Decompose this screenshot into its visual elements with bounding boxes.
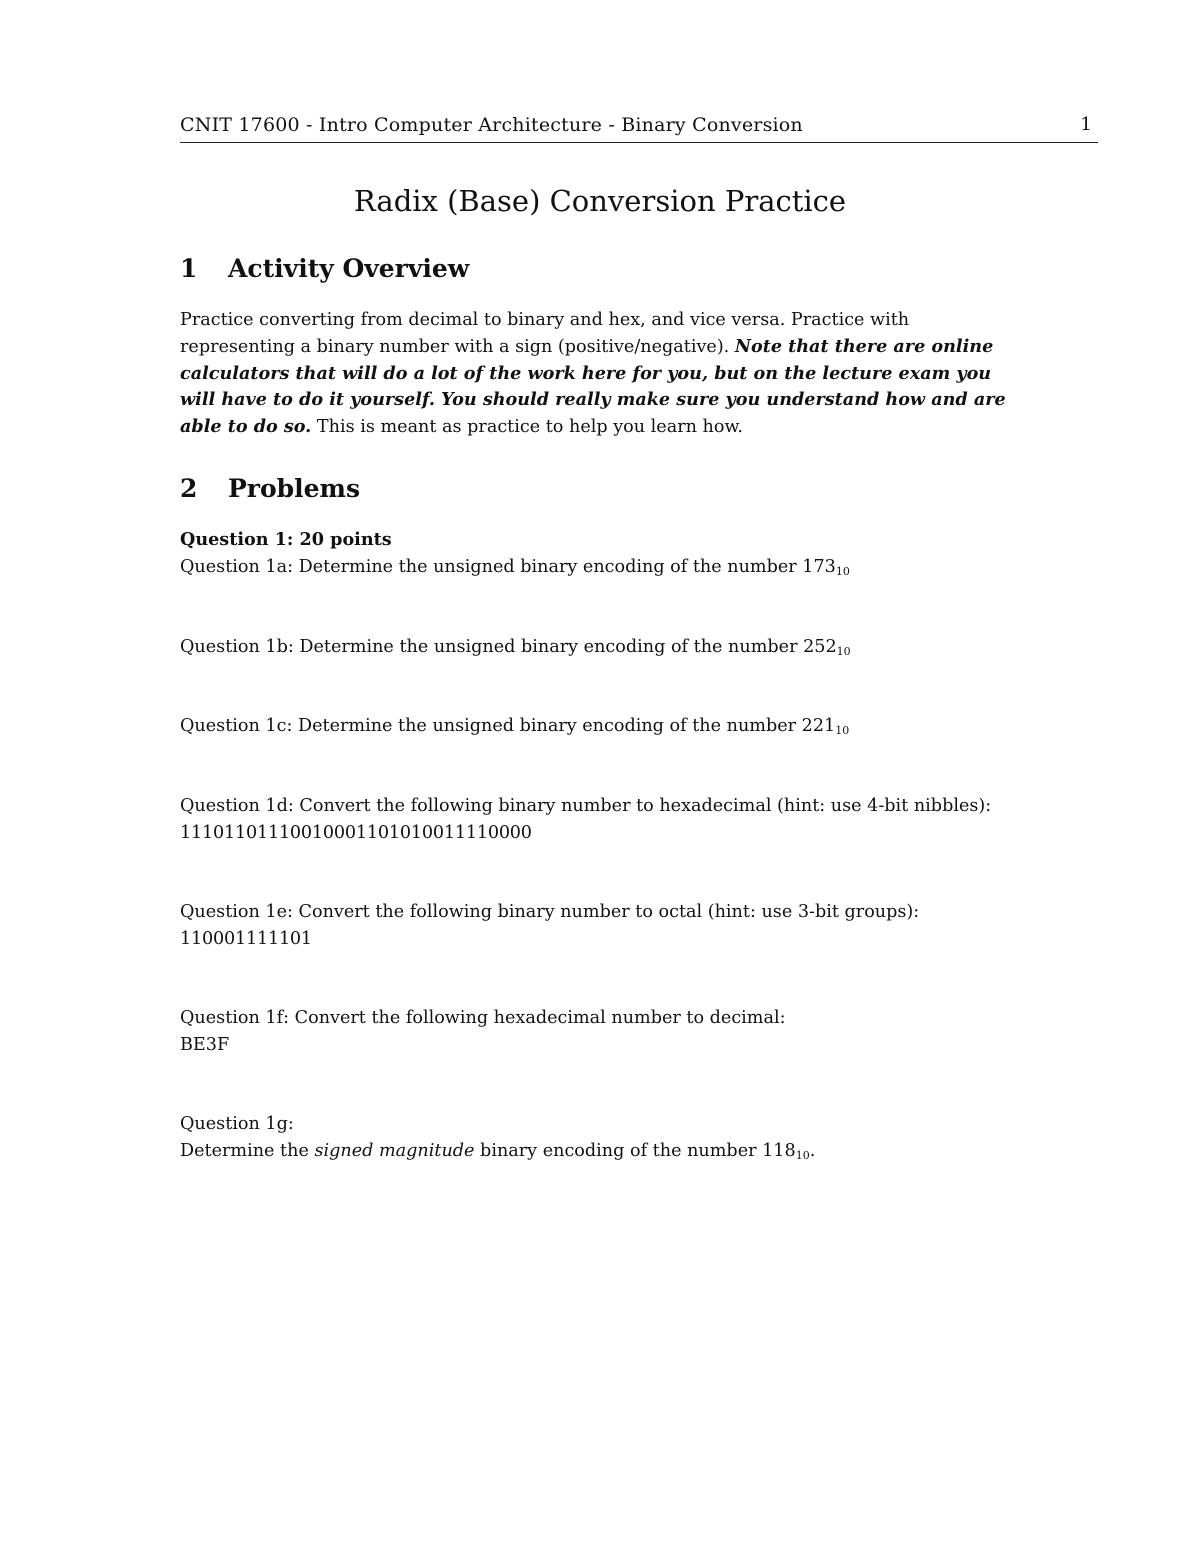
prompt-end: . bbox=[809, 1140, 816, 1161]
overview-text: Practice converting from decimal to binary and hex, and vice versa. Practice with representing a binary number with a sign (positive/negative). bbox=[180, 310, 910, 357]
question-prompt: Question 1b: Determine the unsigned binary encoding of the number bbox=[180, 637, 804, 657]
page-number: 1 bbox=[1080, 114, 1092, 135]
overview-emphasis: Note that there are online calculators that will do a lot of the work here for you, but on the lecture exam you will have to do it yourself. You should really make sure you understand how and are able to do so. bbox=[180, 335, 1006, 438]
question-1c bbox=[180, 713, 1080, 740]
section-title: Problems bbox=[228, 474, 361, 503]
section-heading-overview bbox=[180, 254, 469, 283]
hex-value: BE3F bbox=[180, 1034, 230, 1055]
header-title: CNIT 17600 - Intro Computer Architecture - Binary Conversion bbox=[180, 114, 803, 136]
binary-value: 110001111101 bbox=[180, 928, 312, 949]
prompt-prefix: Determine the bbox=[180, 1140, 315, 1161]
overview-tail: This is meant as practice to help you learn how. bbox=[316, 417, 744, 438]
question-prompt-line bbox=[180, 1138, 1080, 1165]
question-number-base: 10 bbox=[836, 645, 851, 658]
question-1g bbox=[180, 1111, 1080, 1165]
question-prompt: Question 1c: Determine the unsigned binary encoding of the number bbox=[180, 716, 802, 736]
question-1f bbox=[180, 1005, 1080, 1059]
section-title: Activity Overview bbox=[228, 254, 470, 283]
question-label: Question 1g: bbox=[180, 1114, 294, 1134]
section-heading-problems bbox=[180, 474, 360, 503]
question-1e bbox=[180, 899, 1080, 953]
question-prompt: Question 1e: Convert the following binary number to octal (hint: use 3-bit groups): bbox=[180, 902, 920, 922]
binary-value: 11101101110010001101010011110000 bbox=[180, 822, 532, 843]
question-number-base: 10 bbox=[795, 1148, 810, 1162]
question-number-base: 10 bbox=[835, 565, 850, 578]
question-heading-text: Question 1: 20 points bbox=[180, 529, 392, 550]
question-number-value: 221 bbox=[801, 716, 836, 736]
question-1-heading bbox=[180, 527, 1080, 554]
question-number-base: 10 bbox=[835, 724, 850, 737]
overview-paragraph bbox=[180, 307, 1025, 441]
prompt-italic: signed magnitude bbox=[314, 1140, 475, 1161]
question-number-value: 252 bbox=[803, 637, 837, 657]
running-header bbox=[180, 114, 1098, 143]
prompt-suffix: binary encoding of the number bbox=[474, 1140, 763, 1161]
section-number: 1 bbox=[180, 254, 198, 283]
question-number-value: 173 bbox=[802, 557, 836, 577]
question-prompt: Question 1f: Convert the following hexadecimal number to decimal: bbox=[180, 1008, 786, 1028]
question-prompt: Question 1d: Convert the following binary number to hexadecimal (hint: use 4-bit nibbles): bbox=[180, 796, 992, 816]
document-title: Radix (Base) Conversion Practice bbox=[353, 184, 847, 218]
question-1a bbox=[180, 554, 1080, 581]
question-1b bbox=[180, 634, 1080, 661]
section-number: 2 bbox=[180, 474, 198, 503]
question-prompt: Question 1a: Determine the unsigned binary encoding of the number bbox=[180, 557, 803, 577]
question-number-value: 118 bbox=[762, 1140, 796, 1161]
question-1d bbox=[180, 793, 1080, 847]
